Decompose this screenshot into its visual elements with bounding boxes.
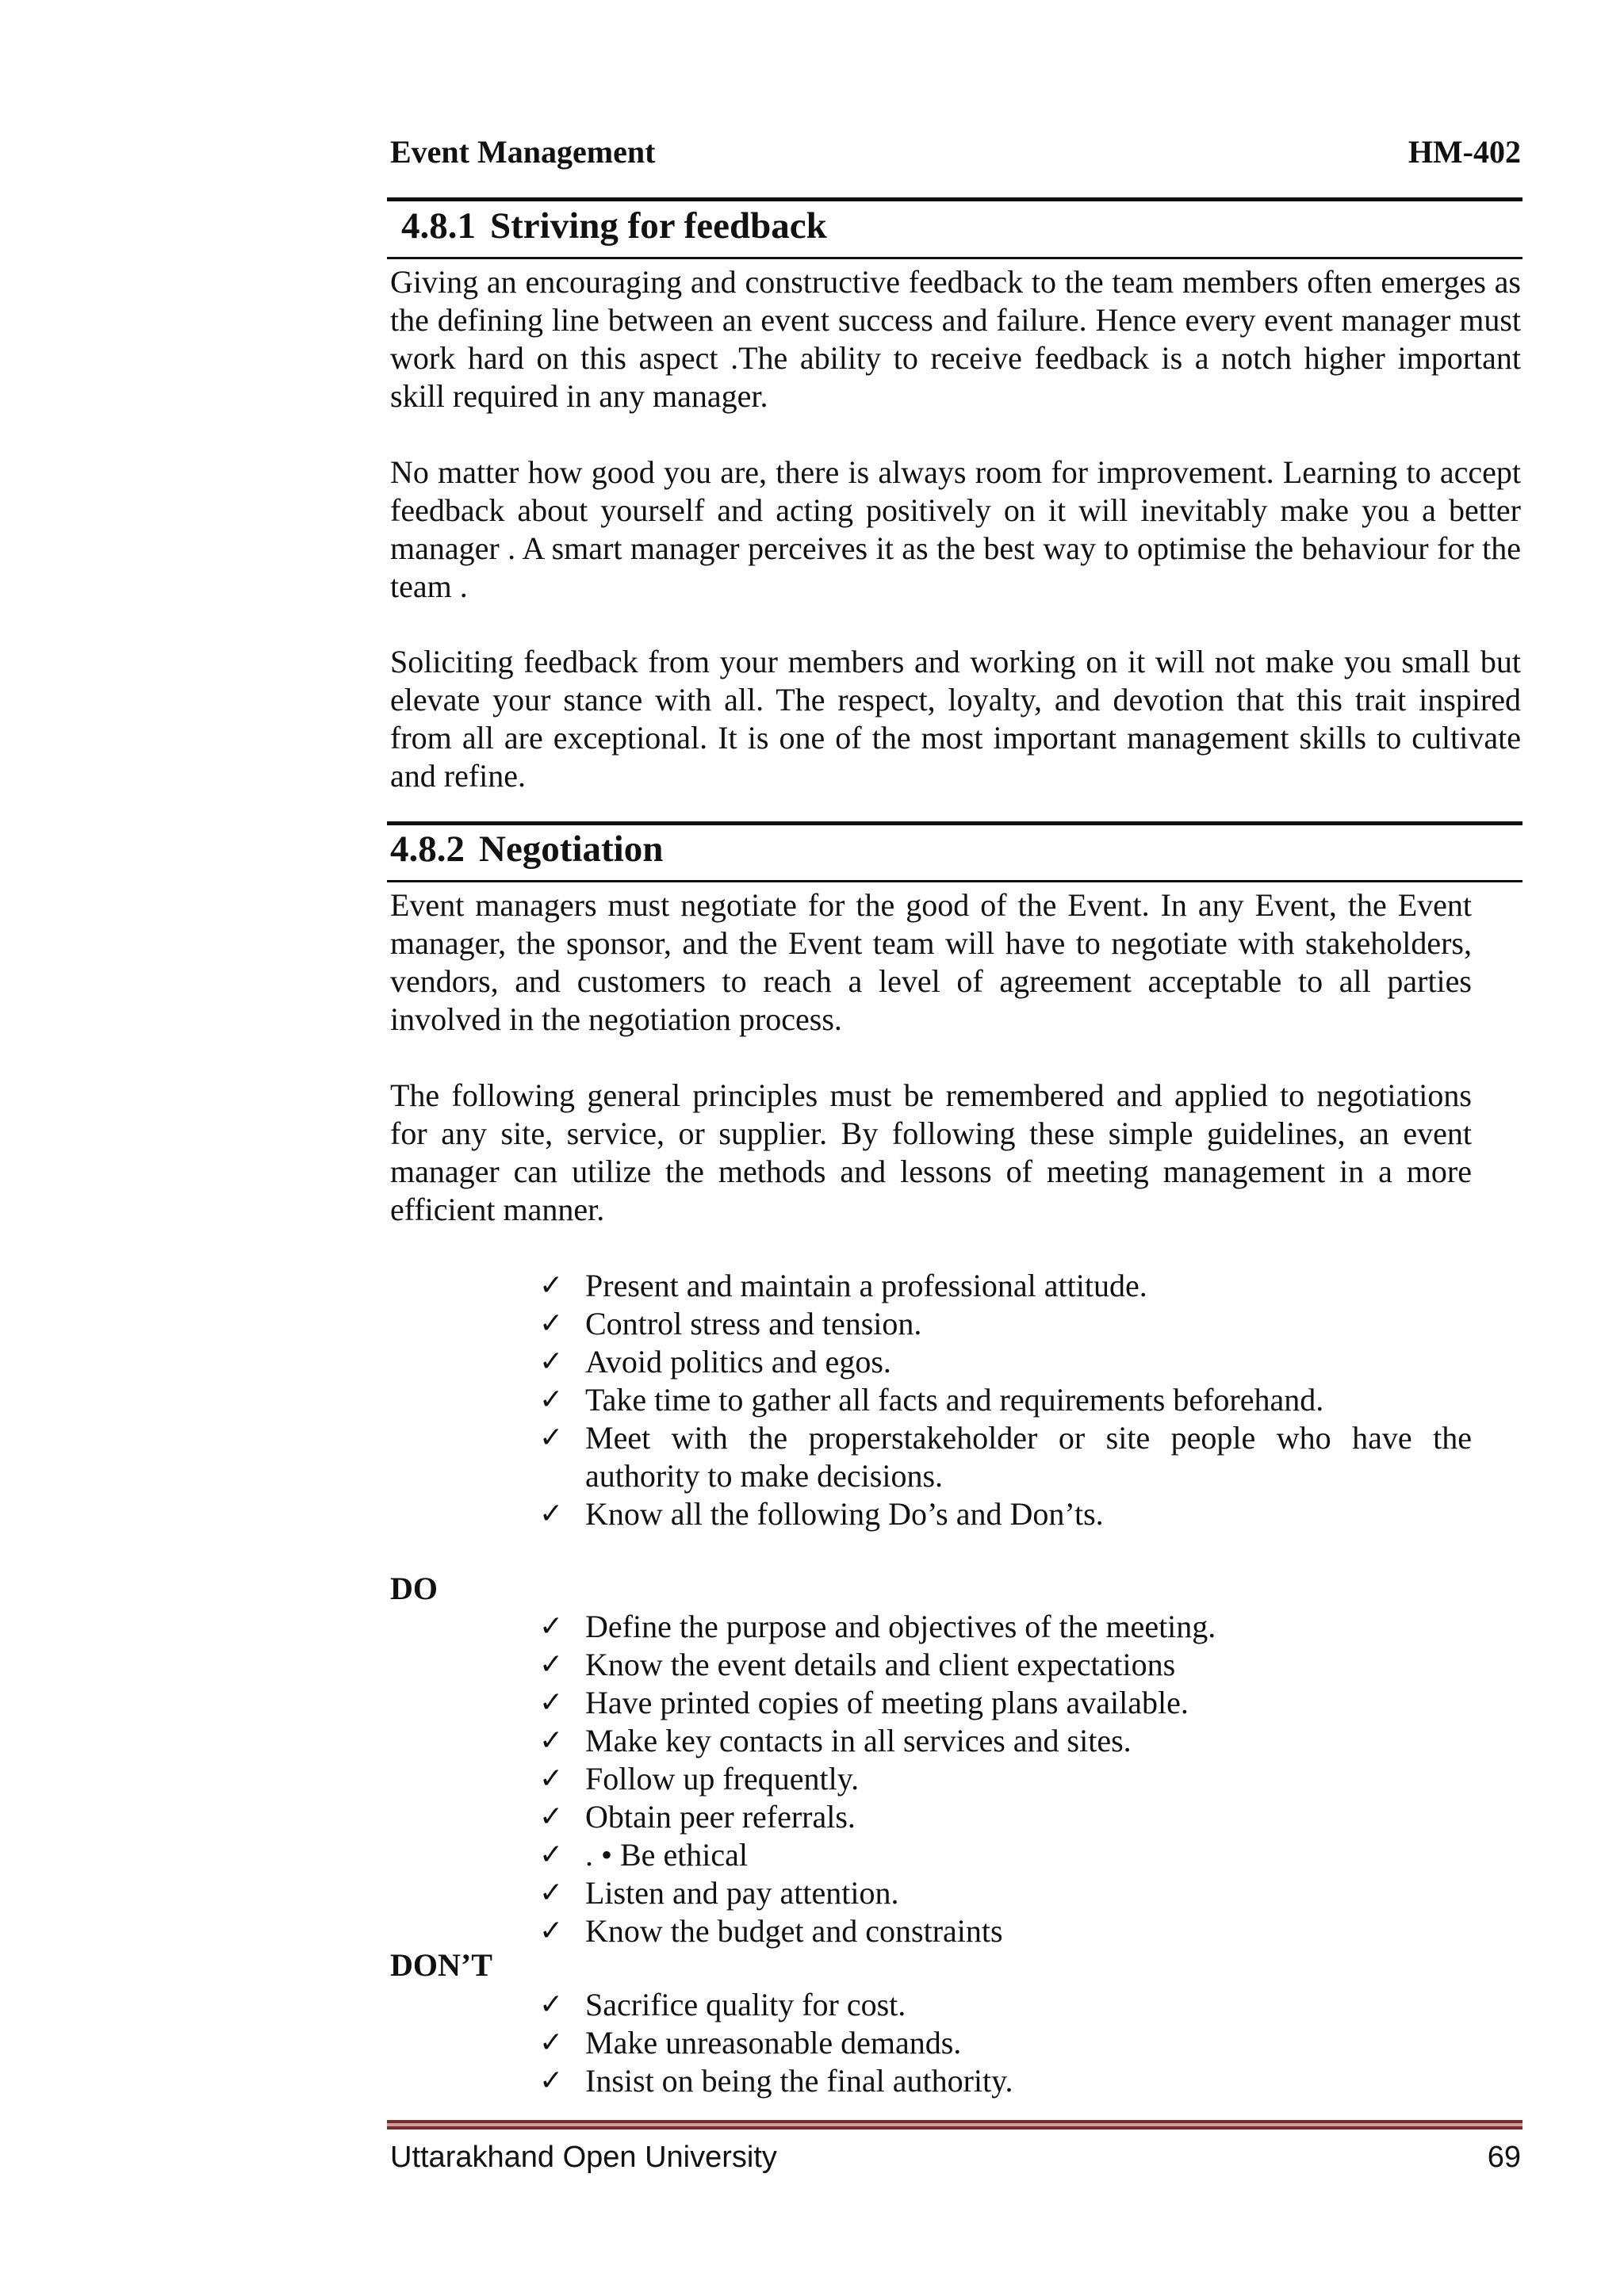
page-number: 69 [1487,2141,1521,2174]
paragraph: Giving an encouraging and constructive feedback to the team members often emerges as the defining line between an event success and failure. Hence every event manager must work hard on this aspect .The ability to receive feedback is a notch higher important skill required in any manager. [390,264,1521,414]
checklist-item [539,1381,1472,1419]
section-rule-top [387,197,1522,201]
checklist-item [539,1760,1472,1798]
checklist-item-text: Make key contacts in all services and sites. [585,1723,1132,1758]
checkmark-icon: ✓ [539,1610,564,1643]
checklist-item [539,1343,1472,1381]
checkmark-icon: ✓ [539,1498,564,1530]
checklist-item-text: Control stress and tension. [585,1306,922,1341]
footer-rule [387,2120,1522,2130]
dont-label: DON’T [390,1947,492,1983]
section-title: Negotiation [479,828,664,870]
principles-checklist [539,1267,1472,1533]
checklist-item [539,1608,1472,1646]
checklist-item-text: . • Be ethical [585,1837,749,1873]
checklist-item-text: Avoid politics and egos. [585,1344,891,1380]
footer-institution: Uttarakhand Open University [390,2141,777,2174]
checkmark-icon: ✓ [539,1269,564,1302]
checkmark-icon: ✓ [539,1422,564,1454]
section-heading-feedback [401,205,827,247]
header-course-code: HM-402 [1408,134,1521,170]
paragraph: Event managers must negotiate for the good of the Event. In any Event, the Event manager, the sponsor, and the Event team will have to negotiate with stakeholders, vendors, and customers to reach a level of agreement acceptable to all parties involved in the negotiation process. [390,887,1472,1037]
checklist-item [539,1267,1472,1305]
checklist-item [539,1874,1472,1912]
checklist-item-text: Present and maintain a professional attitude. [585,1268,1147,1303]
section-number: 4.8.2 [390,828,465,870]
checklist-item-text: Insist on being the final authority. [585,2063,1013,2099]
checklist-item [539,1495,1472,1533]
checklist-item [539,1646,1472,1684]
checklist-item-text: Define the purpose and objectives of the meeting. [585,1609,1216,1644]
checkmark-icon: ✓ [539,2026,564,2059]
page-footer [390,2141,1521,2175]
checkmark-icon: ✓ [539,1988,564,2021]
checkmark-icon: ✓ [539,1383,564,1416]
checkmark-icon: ✓ [539,1800,564,1833]
checklist-item-text: Know the event details and client expectations [585,1647,1176,1682]
running-header [390,133,1521,170]
checkmark-icon: ✓ [539,1307,564,1340]
checkmark-icon: ✓ [539,1686,564,1719]
checkmark-icon: ✓ [539,1839,564,1871]
checkmark-icon: ✓ [539,1762,564,1795]
checkmark-icon: ✓ [539,1877,564,1909]
checklist-item-text: Take time to gather all facts and requirements beforehand. [585,1382,1324,1418]
checklist-item-text: Sacrifice quality for cost. [585,1987,906,2022]
checkmark-icon: ✓ [539,1915,564,1947]
checklist-item-text: Meet with the properstakeholder or site people who have the authority to make decisions. [585,1420,1472,1494]
checklist-item [539,1836,1472,1874]
checkmark-icon: ✓ [539,1345,564,1378]
header-title: Event Management [390,134,656,170]
checkmark-icon: ✓ [539,1648,564,1681]
section-number: 4.8.1 [401,205,476,247]
checklist-item-text: Know all the following Do’s and Don’ts. [585,1496,1104,1532]
checklist-item [539,1722,1472,1760]
checkmark-icon: ✓ [539,2064,564,2097]
paragraph: No matter how good you are, there is always room for improvement. Learning to accept feedback about yourself and acting positively on it will inevitably make you a better manager . A smart manager perceives it as the best way to optimise the behaviour for the team . [390,454,1521,604]
do-label: DO [390,1571,438,1606]
checklist-item [539,1419,1472,1495]
checkmark-icon: ✓ [539,1724,564,1757]
checklist-item [539,1798,1472,1836]
checklist-item [539,1912,1472,1950]
checklist-item-text: Have printed copies of meeting plans available. [585,1685,1189,1720]
checklist-item-text: Listen and pay attention. [585,1875,899,1911]
checklist-item-text: Know the budget and constraints [585,1913,1003,1949]
checklist-item-text: Obtain peer referrals. [585,1799,856,1835]
section-rule-bottom [387,880,1522,882]
checklist-item-text: Follow up frequently. [585,1761,860,1797]
dont-checklist [539,1986,1472,2100]
checklist-item [539,1986,1472,2024]
checklist-item-text: Make unreasonable demands. [585,2025,962,2061]
section-heading-negotiation [390,828,663,871]
paragraph: Soliciting feedback from your members and working on it will not make you small but elevate your stance with all. The respect, loyalty, and devotion that this trait inspired from all are exceptional. It is one of the most important management skills to cultivate and refine. [390,644,1521,794]
section-rule-top [387,821,1522,825]
section-title: Striving for feedback [490,205,827,247]
checklist-item [539,2024,1472,2062]
checklist-item [539,1684,1472,1722]
section-rule-bottom [387,257,1522,259]
checklist-item [539,1305,1472,1343]
checklist-item [539,2062,1472,2100]
paragraph: The following general principles must be remembered and applied to negotiations for any site, service, or supplier. By following these simple guidelines, an event manager can utilize the methods and lessons of meeting management in a more efficient manner. [390,1077,1472,1227]
do-checklist [539,1608,1472,1950]
